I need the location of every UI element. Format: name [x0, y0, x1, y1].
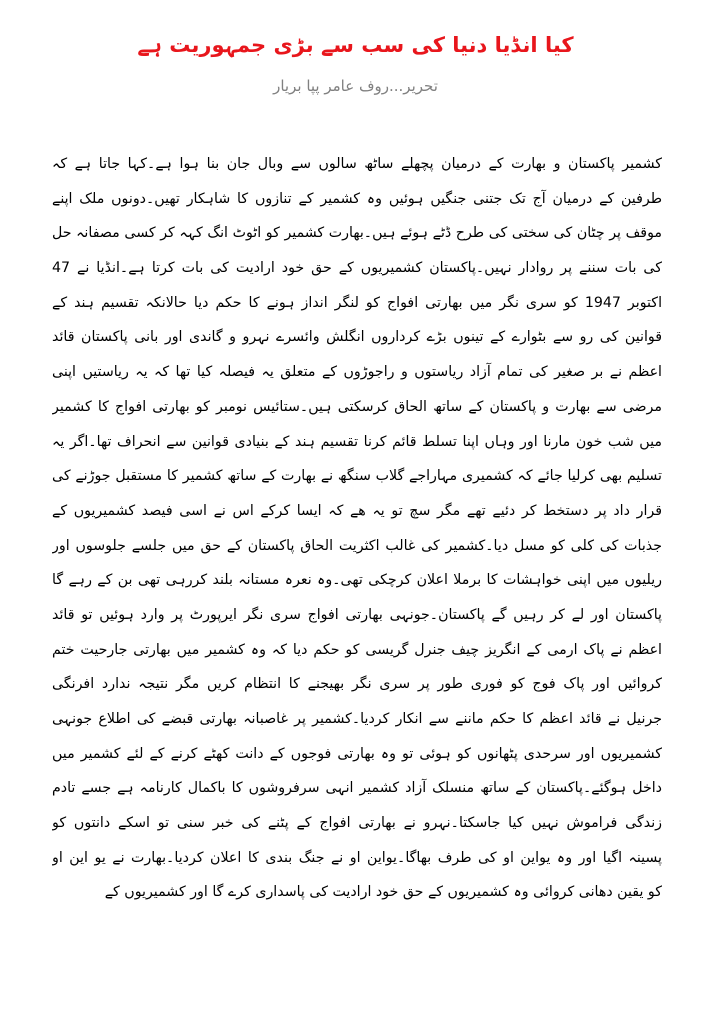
body-line: اکتوبر 1947 کو سری نگر میں بھارتی افواج کو لنگر انداز ہونے کا حکم دیا حالانکہ تقسیم ہند کے: [52, 294, 662, 311]
body-line: میں شب خون مارنا اور وہاں اپنا تسلط قائم کرنا تقسیم ہند کے بنیادی قوانین سے انحراف تھا۔اگر یہ: [52, 433, 662, 450]
article-title: کیا انڈیا دنیا کی سب سے بڑی جمہوریت ہے: [137, 33, 574, 57]
body-line: موقف پر چٹان کی سختی کی طرح ڈٹے ہوئے ہیں۔بھارت کشمیر کو اٹوٹ انگ کہہ کر کسی مصفانہ حل: [52, 225, 662, 242]
body-line: اعظم نے بر صغیر کی تمام آزاد ریاستوں و راجوڑوں کے متعلق یہ فیصلہ کیا تھا کہ یہ ریاستیں اپنی: [52, 364, 662, 381]
body-line: جرنیل نے قائد اعظم کا حکم ماننے سے انکار کردیا۔کشمیر پر غاصبانہ بھارتی قبضے کی اطلاع جونہی: [52, 711, 662, 727]
body-line: کو یقین دھانی کروائی وہ کشمیریوں کے حق خود ارادیت کی پاسداری کرے گا اور کشمیریوں کے: [104, 884, 662, 901]
body-line: طرفین کے درمیان آج تک جتنی جنگیں ہوئیں وہ کشمیر کے تنازوں کا شاہکار تھیں۔دونوں ملک اپنے: [52, 190, 662, 207]
article-body: [52, 147, 662, 910]
body-line: کی بات سننے پر روادار نہیں۔پاکستان کشمیریوں کے حق خود ارادیت کی بات کرتا ہے۔انڈیا نے 47: [52, 260, 662, 277]
body-line: مرضی سے بھارت و پاکستان کے ساتھ الحاق کرسکتی ہیں۔ستائیس نومبر کو بھارتی افواج کا کشمیر: [52, 398, 662, 415]
body-line: ریلیوں میں اپنی خواہشات کا برملا اعلان کرچکی تھی۔وہ نعرہ مستانہ بلند کررہی تھی بن کے رہے گا: [52, 572, 662, 589]
body-line: اعظم نے پاک ارمی کے انگریز چیف جنرل گریسی کو حکم دیا کہ وہ کشمیر میں بھارتی جارحیت ختم: [52, 641, 662, 658]
body-line: داخل ہوگئے۔پاکستان کے ساتھ منسلک آزاد کشمیر انہی سرفروشوں کا باکمال کارنامہ ہے جسے تادم: [52, 780, 662, 797]
body-line: زندگی فراموش نہیں کیا جاسکتا۔نہرو نے بھارتی افواج کے پٹنے کی خبر سنی تو اسکے دانتوں کو: [52, 815, 662, 832]
body-line: جذبات کی کلی کو مسل دیا۔کشمیر کی غالب اکثریت الحاق پاکستان کے حق میں جلسے جلوسوں اور: [52, 537, 662, 554]
body-line: پسینہ اگیا اور وہ یواین او کی طرف بھاگا۔یواین او نے جنگ بندی کا اعلان کردیا۔بھارت نے یو این او: [52, 849, 662, 866]
body-line: کروائیں اور پاک فوج کو فوری طور پر سری نگر بھیجنے کا انتظام کریں مگر نتیجہ ندارد افرنگی: [52, 676, 662, 693]
article-byline: تحریر...روف عامر پپا بریار: [273, 77, 438, 95]
body-line: قوانین کی رو سے بٹوارے کے تینوں بڑے کرداروں انگلش وائسرے نہرو و گاندی اور بانی پاکستان قائد: [52, 329, 662, 346]
body-line: کشمیریوں اور سرحدی پٹھانوں کو ہوئی تو وہ بھارتی فوجوں کے دانت کھٹے کرنے کے لئے کشمیر میں: [52, 745, 662, 762]
body-line: کشمیر پاکستان و بھارت کے درمیان پچھلے ساٹھ سالوں سے وبال جان بنا ہوا ہے۔کہا جاتا ہے کہ: [52, 156, 662, 172]
body-line: پاکستان اور لے کر رہیں گے پاکستان۔جونہی بھارتی افواج سری نگر ایرپورٹ پر وارد ہوئیں تو قائد: [52, 606, 662, 623]
body-line: تسلیم بھی کرلیا جائے کہ کشمیری مہاراجے گلاب سنگھ نے بھارت کے ساتھ کشمیر کا مستقبل جوڑنے کی: [52, 468, 662, 485]
body-line: قرار داد پر دستخط کر دئیے تھے مگر سچ تو یہ ھے کہ ایسا کرکے اس نے اسی فیصد کشمیریوں کے: [52, 502, 662, 519]
